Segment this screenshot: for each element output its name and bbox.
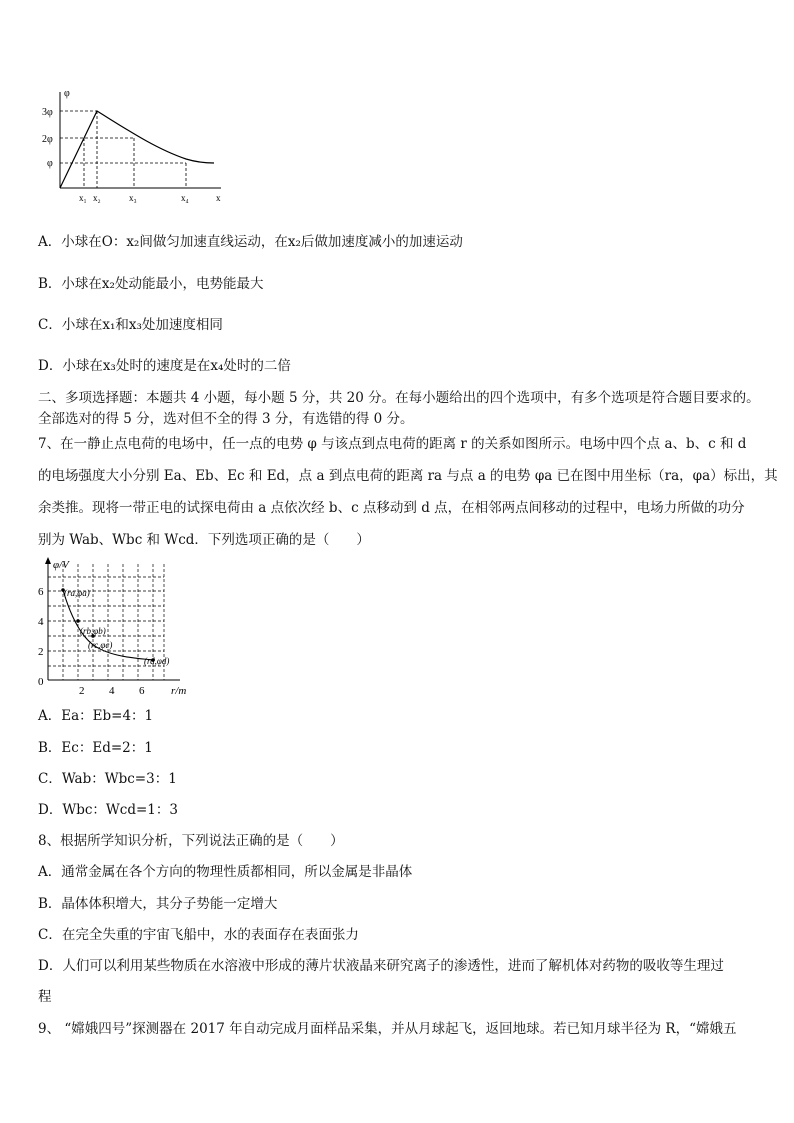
q6-option-a: A．小球在O：x₂间做匀加速直线运动，在x₂后做加速度减小的加速运动 <box>38 234 463 250</box>
q7-stem-line4: 别为 Wab、Wbc 和 Wcd．下列选项正确的是（ ） <box>38 532 370 548</box>
q8-option-a: A．通常金属在各个方向的物理性质都相同，所以金属是非晶体 <box>38 864 413 880</box>
x-tick-x1: x₁ <box>79 193 87 203</box>
y-tick-3phi: 3φ <box>42 107 53 118</box>
point-label-b: (rb,φb) <box>80 626 106 636</box>
q8-stem: 8、根据所学知识分析，下列说法正确的是（ ） <box>38 833 344 849</box>
q8-option-d-line1: D．人们可以利用某些物质在水溶液中形成的薄片状液晶来研究离子的渗透性，进而了解机体对药物的吸收等生理过 <box>38 958 724 974</box>
q7-option-c: C．Wab：Wbc=3：1 <box>38 771 177 787</box>
point-label-a: (ra,φa) <box>64 588 90 598</box>
y-tick-6: 6 <box>38 586 44 598</box>
x-tick-x2: x₂ <box>93 193 101 203</box>
y-axis-label: φ/V <box>53 559 69 571</box>
q7-stem-line1: 7、在一静止点电荷的电场中，任一点的电势 φ 与该点到点电荷的距离 r 的关系如图所示。电场中四个点 a、b、c 和 d <box>38 436 747 452</box>
y-axis-label: φ <box>64 88 70 99</box>
q7-option-b: B．Ec：Ed=2：1 <box>38 740 153 756</box>
phi-x-graph <box>36 84 236 204</box>
phi-curve <box>60 111 214 188</box>
q6-option-b: B．小球在x₂处动能最小，电势能最大 <box>38 276 264 292</box>
q7-option-a: A．Ea：Eb=4：1 <box>38 708 154 724</box>
y-tick-phi: φ <box>47 158 53 169</box>
q7-option-d: D．Wbc：Wcd=1：3 <box>38 802 178 818</box>
x-tick-x3: x₃ <box>129 193 137 203</box>
q6-option-c: C．小球在x₁和x₃处加速度相同 <box>38 317 223 333</box>
x-axis-label: r/m <box>171 685 187 697</box>
y-tick-2: 2 <box>38 646 44 658</box>
section2-heading-line1: 二、多项选择题：本题共 4 小题，每小题 5 分，共 20 分。在每小题给出的四个选项中，有多个选项是符合题目要求的。 <box>38 390 760 406</box>
q8-option-b: B．晶体体积增大，其分子势能一定增大 <box>38 896 278 912</box>
point-label-d: (rd,φd) <box>144 656 170 666</box>
q8-option-c: C．在完全失重的宇宙飞船中，水的表面存在表面张力 <box>38 927 359 943</box>
q9-stem-line1: 9、 “嫦娥四号”探测器在 2017 年自动完成月面样品采集，并从月球起飞，返回地球。若已知月球半径为 R，“嫦娥五 <box>38 1021 737 1037</box>
q8-option-d-line2: 程 <box>38 989 52 1005</box>
x-tick-4: 4 <box>109 685 115 697</box>
x-axis-label: x <box>216 193 221 203</box>
x-tick-2: 2 <box>79 685 85 697</box>
q7-stem-line3: 余类推。现将一带正电的试探电荷由 a 点依次经 b、c 点移动到 d 点，在相邻两点间移动的过程中，电场力所做的功分 <box>38 500 745 516</box>
point-label-c: (rc,φc) <box>88 640 113 650</box>
phi-r-graph <box>30 554 200 700</box>
q7-stem-line2: 的电场强度大小分别 Ea、Eb、Ec 和 Ed，点 a 到点电荷的距离 ra 与点 a 的电势 φa 已在图中用坐标（ra，φa）标出，其 <box>38 468 778 484</box>
y-tick-0: 0 <box>38 676 44 688</box>
x-tick-x4: x₄ <box>181 193 189 203</box>
section2-heading-line2: 全部选对的得 5 分，选对但不全的得 3 分，有选错的得 0 分。 <box>38 411 414 427</box>
x-tick-6: 6 <box>139 685 145 697</box>
q6-option-d: D．小球在x₃处时的速度是在x₄处时的二倍 <box>38 358 291 374</box>
y-tick-4: 4 <box>38 616 44 628</box>
y-tick-2phi: 2φ <box>42 134 53 145</box>
